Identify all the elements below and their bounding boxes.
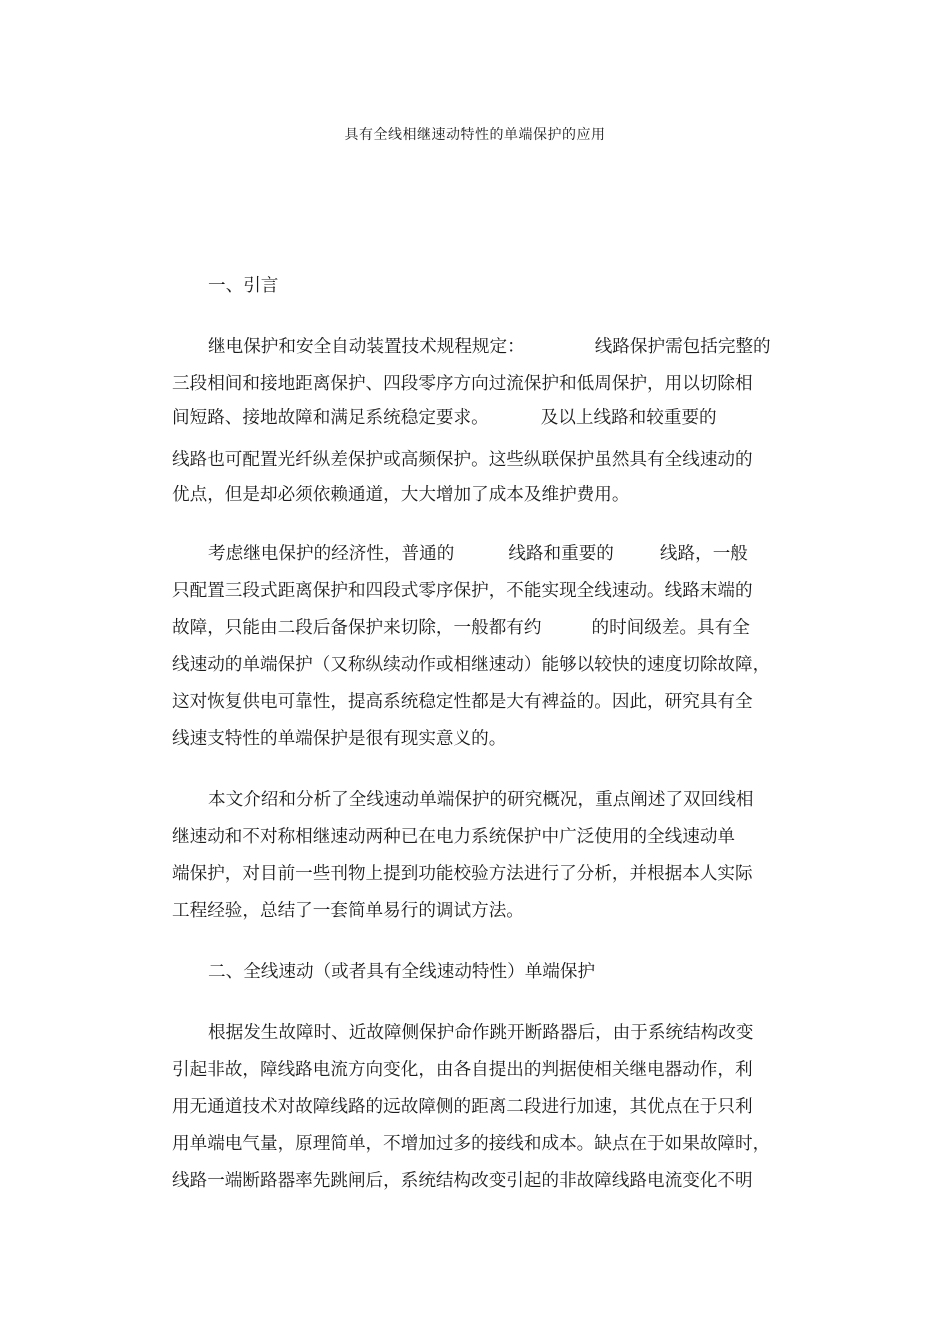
- text-fragment: 线路和重要的: [508, 544, 614, 564]
- text-fragment: 线路保护需包括完整的: [594, 337, 771, 357]
- paragraph-line: 只配置三段式距离保护和四段式零序保护，不能实现全线速动。线路末端的: [172, 581, 753, 601]
- paragraph-line: 工程经验，总结了一套简单易行的调试方法。: [172, 901, 524, 921]
- paragraph-line: 优点，但是却必须依赖通道，大大增加了成本及维护费用。: [172, 485, 630, 505]
- section-heading-single-end-protection: 二、全线速动（或者具有全线速动特性）单端保护: [208, 962, 596, 982]
- paragraph-line: 根据发生故障时、近故障侧保护命作跳开断路器后，由于系统结构改变: [208, 1023, 754, 1043]
- paragraph-line: 继速动和不对称相继速动两种已在电力系统保护中广泛使用的全线速动单: [172, 827, 736, 847]
- paragraph-line: 用单端电气量，原理简单，不增加过多的接线和成本。缺点在于如果故障时，: [172, 1134, 771, 1154]
- paragraph-line: [172, 405, 778, 431]
- paragraph-line: 端保护，对目前一些刊物上提到功能校验方法进行了分析，并根据本人实际: [172, 864, 753, 884]
- paragraph-line: 线路一端断路器率先跳闸后，系统结构改变引起的非故障线路电流变化不明: [172, 1171, 753, 1191]
- text-fragment: 继电保护和安全自动装置技术规程规定：: [208, 337, 525, 357]
- paragraph-line: 这对恢复供电可靠性，提高系统稳定性都是大有裨益的。因此，研究具有全: [172, 692, 753, 712]
- paragraph-line: 线路也可配置光纤纵差保护或高频保护。这些纵联保护虽然具有全线速动的: [172, 450, 753, 470]
- document-title: 具有全线相继速动特性的单端保护的应用: [344, 127, 606, 143]
- paragraph-line: 线速动的单端保护（又称纵续动作或相继速动）能够以较快的速度切除故障，: [172, 655, 771, 675]
- text-fragment: 考虑继电保护的经济性，普通的: [208, 544, 455, 564]
- text-fragment: 间短路、接地故障和满足系统稳定要求。: [172, 408, 489, 428]
- text-fragment: 故障，只能由二段后备保护来切除，一般都有约: [172, 618, 542, 638]
- text-fragment: 线路，一般: [659, 544, 748, 564]
- paragraph-line: 本文介绍和分析了全线速动单端保护的研究概况，重点阐述了双回线相: [208, 790, 754, 810]
- paragraph-line: [208, 334, 778, 360]
- paragraph-line: [172, 615, 778, 641]
- paragraph-line: 引起非故，障线路电流方向变化，由各自提出的判据使相关继电器动作，利: [172, 1060, 753, 1080]
- text-fragment: 的时间级差。具有全: [591, 618, 750, 638]
- paragraph-line: 用无通道技术对故障线路的远故障侧的距离二段进行加速，其优点在于只利: [172, 1097, 753, 1117]
- paragraph-line: 线速支特性的单端保护是很有现实意义的。: [172, 729, 507, 749]
- text-fragment: 及以上线路和较重要的: [540, 408, 717, 428]
- paragraph-line: [208, 541, 778, 567]
- section-heading-introduction: 一、引言: [208, 276, 279, 296]
- paragraph-line: 三段相间和接地距离保护、四段零序方向过流保护和低周保护，用以切除相: [172, 374, 753, 394]
